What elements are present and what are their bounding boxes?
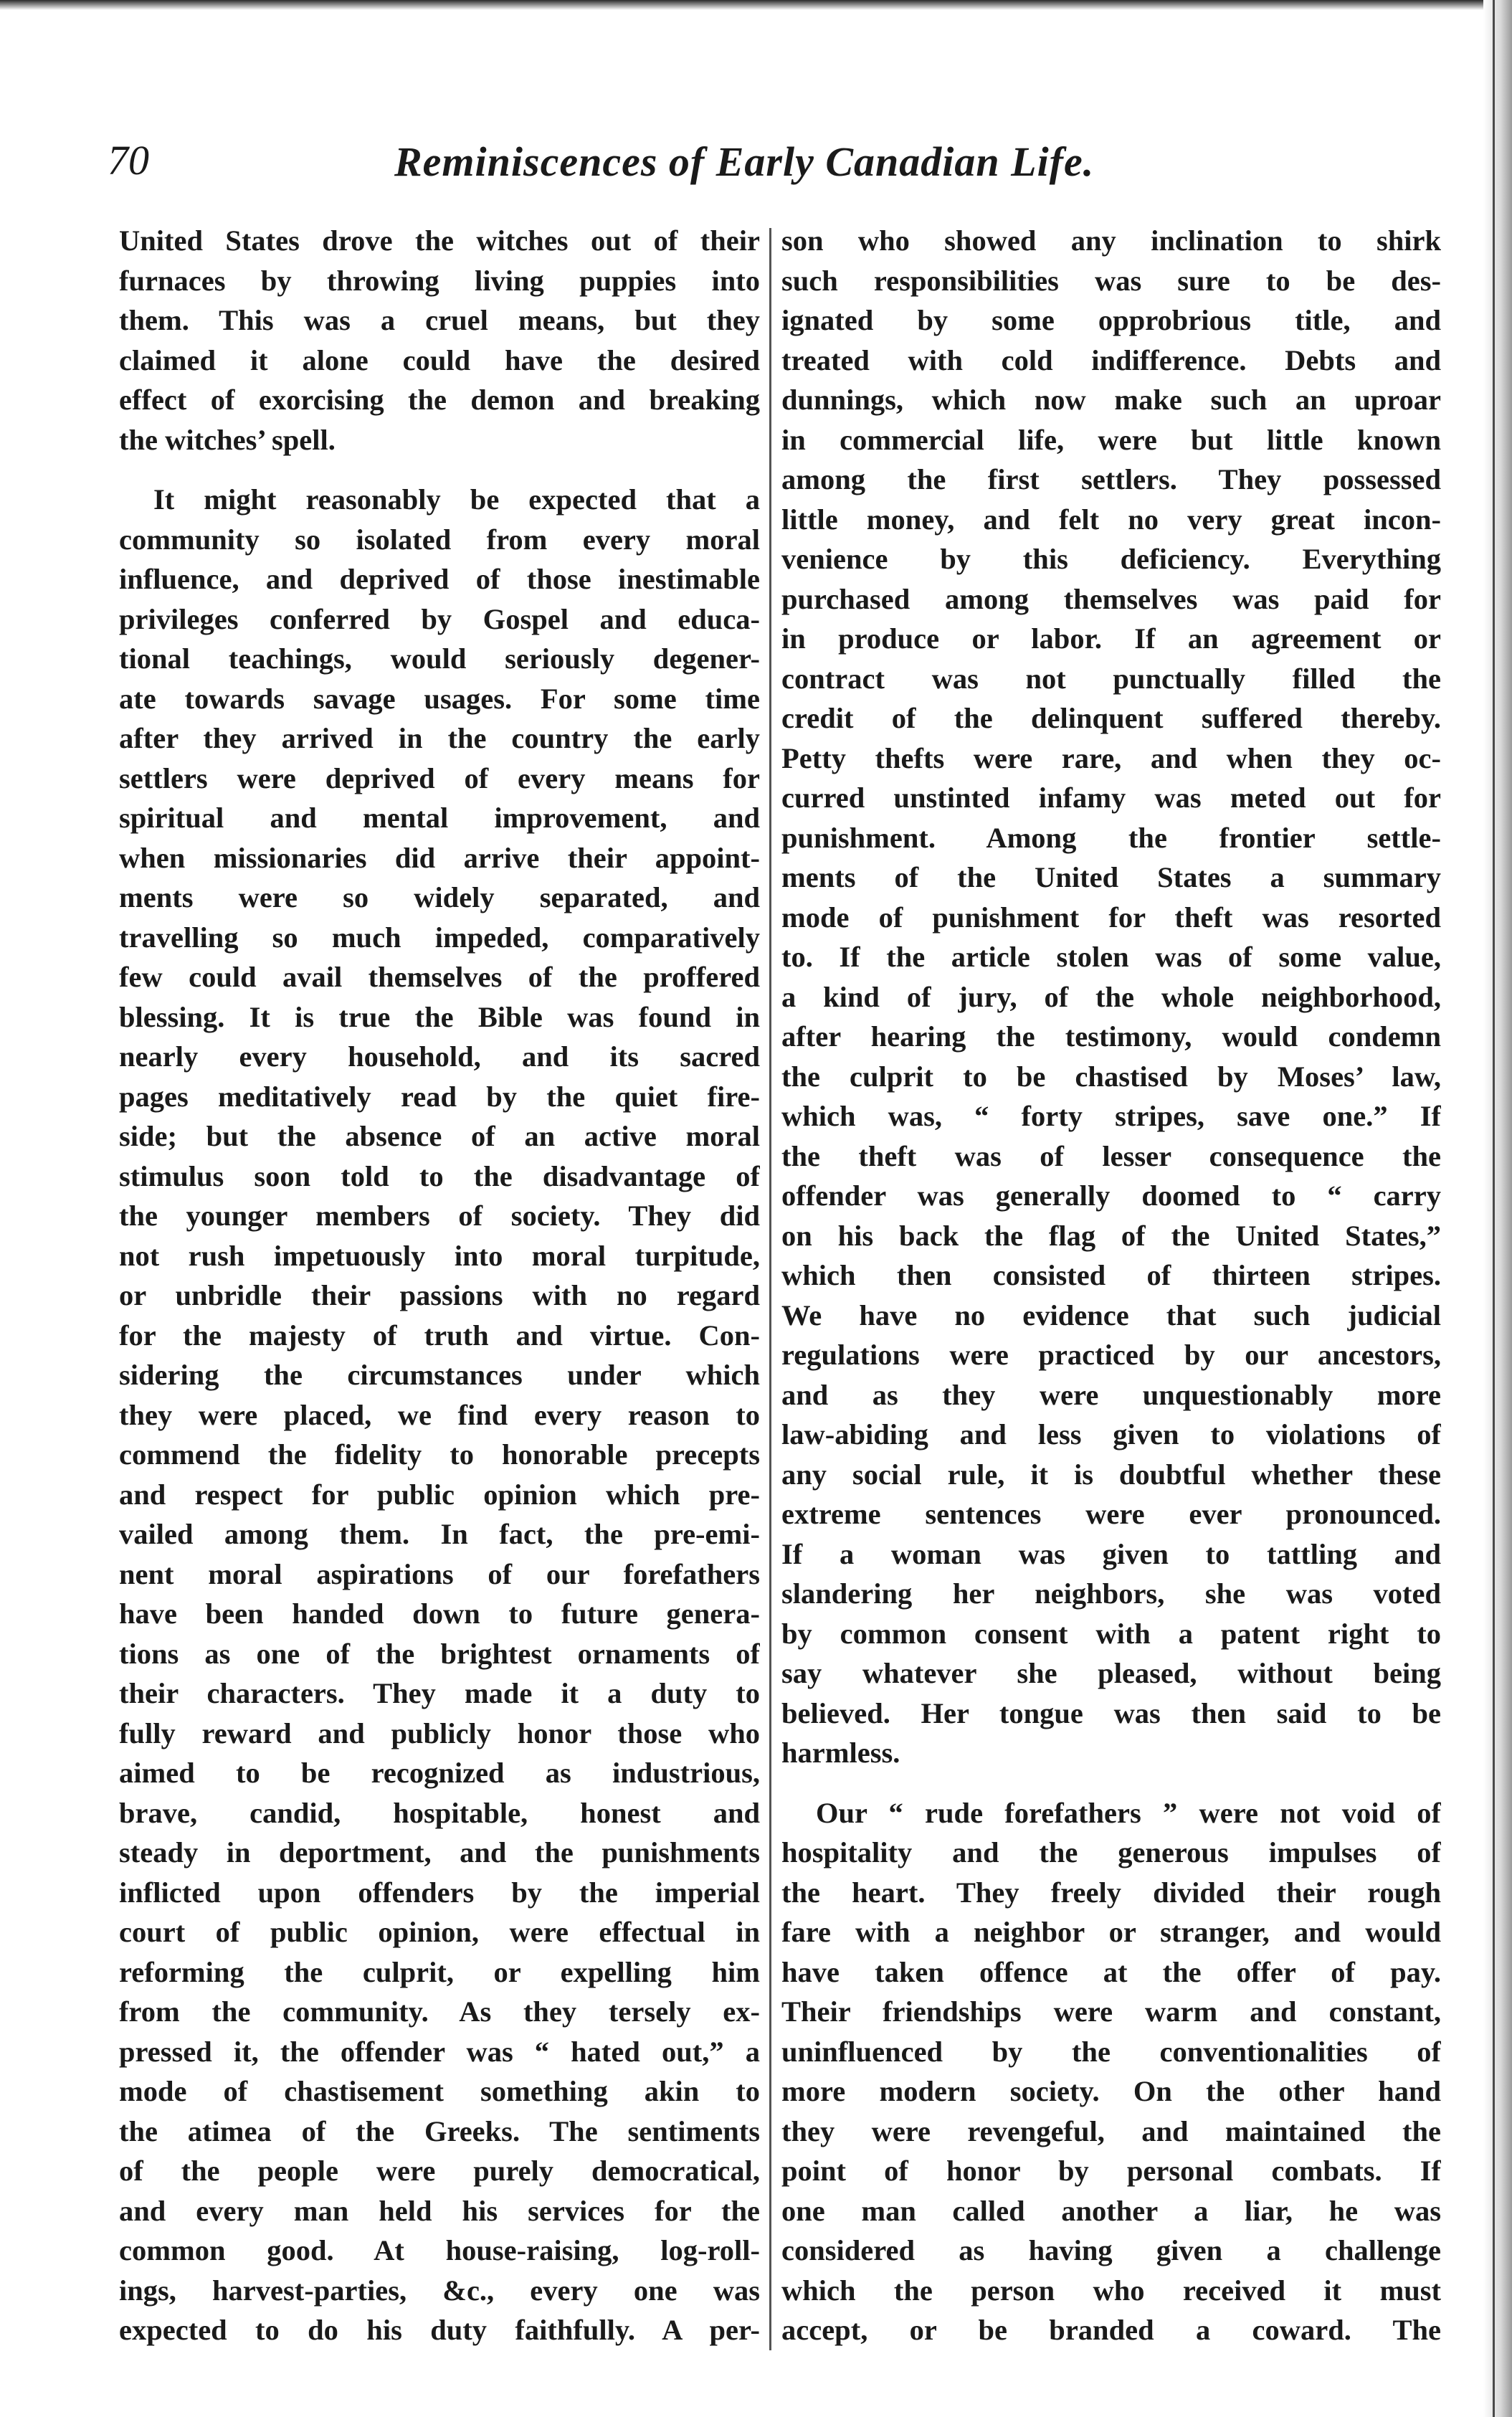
text-line: furnaces by throwing living puppies into	[119, 264, 760, 297]
text-line: any social rule, it is doubtful whether these	[781, 1458, 1441, 1491]
text-line: on his back the flag of the United States,”	[781, 1219, 1441, 1252]
text-line: steady in deportment, and the punishments	[119, 1836, 760, 1868]
text-line: little money, and felt no very great incon-	[781, 503, 1441, 536]
text-line: such responsibilities was sure to be des-	[781, 264, 1441, 297]
text-line: We have no evidence that such judicial	[781, 1298, 1441, 1331]
text-line: spiritual and mental improvement, and	[119, 802, 760, 834]
text-line: point of honor by personal combats. If	[781, 2155, 1441, 2187]
text-line: court of public opinion, were effectual in	[119, 1916, 760, 1948]
text-line: slandering her neighbors, she was voted	[781, 1577, 1441, 1610]
left-column	[119, 221, 760, 2350]
text-line: few could avail themselves of the proffered	[119, 961, 760, 993]
text-line: from the community. As they tersely ex-	[119, 1995, 760, 2028]
text-line: fully reward and publicly honor those who	[119, 1716, 760, 1749]
text-line: a kind of jury, of the whole neighborhood,	[781, 980, 1441, 1013]
text-line: effect of exorcising the demon and breaking	[119, 384, 760, 416]
text-line: they were placed, we find every reason to	[119, 1398, 760, 1431]
text-line: blessing. It is true the Bible was found in	[119, 1000, 760, 1033]
running-title: Reminiscences of Early Canadian Life.	[394, 138, 1095, 185]
text-line: It might reasonably be expected that a	[153, 483, 760, 516]
text-line: which the person who received it must	[781, 2274, 1441, 2307]
page-header	[108, 136, 1183, 201]
text-line: ignated by some opprobrious title, and	[781, 304, 1441, 336]
text-line: and respect for public opinion which pre-	[119, 1478, 760, 1511]
text-line: treated with cold indifference. Debts and	[781, 343, 1441, 376]
text-line: brave, candid, hospitable, honest and	[119, 1796, 760, 1829]
text-line: son who showed any inclination to shirk	[781, 224, 1441, 257]
text-line: inflicted upon offenders by the imperial	[119, 1876, 760, 1909]
text-line: their characters. They made it a duty to	[119, 1677, 760, 1709]
text-line: community so isolated from every moral	[119, 523, 760, 556]
text-line: nent moral aspirations of our forefathers	[119, 1557, 760, 1590]
scan-top-edge	[0, 0, 1512, 10]
text-line: ate towards savage usages. For some time	[119, 682, 760, 715]
text-line: the culprit to be chastised by Moses’ law,	[781, 1060, 1441, 1093]
text-line: common good. At house-raising, log-roll-	[119, 2234, 760, 2266]
text-line: among the first settlers. They possessed	[781, 463, 1441, 495]
text-line: the atimea of the Greeks. The sentiments	[119, 2114, 760, 2147]
text-line: regulations were practiced by our ancestors,	[781, 1339, 1441, 1371]
text-line: to. If the article stolen was of some value,	[781, 941, 1441, 973]
text-line: believed. Her tongue was then said to be	[781, 1696, 1441, 1729]
text-line: and as they were unquestionably more	[781, 1378, 1441, 1411]
text-line: nearly every household, and its sacred	[119, 1040, 760, 1073]
text-line: ments of the United States a summary	[781, 861, 1441, 893]
text-line: law-abiding and less given to violations of	[781, 1418, 1441, 1450]
text-line: considered as having given a challenge	[781, 2234, 1441, 2266]
text-line: and every man held his services for the	[119, 2194, 760, 2227]
text-line: settlers were deprived of every means for	[119, 761, 760, 794]
text-line: say whatever she pleased, without being	[781, 1657, 1441, 1689]
text-line: after hearing the testimony, would condemn	[781, 1020, 1441, 1053]
text-line: one man called another a liar, he was	[781, 2194, 1441, 2227]
text-line: curred unstinted infamy was meted out for	[781, 782, 1441, 814]
text-line: offender was generally doomed to “ carry	[781, 1179, 1441, 1212]
paragraph	[781, 1793, 1441, 2350]
text-line: expected to do his duty faithfully. A per-	[119, 2314, 760, 2346]
text-line: If a woman was given to tattling and	[781, 1537, 1441, 1570]
text-line: tions as one of the brightest ornaments of	[119, 1637, 760, 1670]
text-line: accept, or be branded a coward. The	[781, 2314, 1441, 2346]
text-line: the heart. They freely divided their rough	[781, 1876, 1441, 1909]
text-line: commend the fidelity to honorable precepts	[119, 1438, 760, 1471]
text-line: which was, “ forty stripes, save one.” If	[781, 1100, 1441, 1132]
text-line: hospitality and the generous impulses of	[781, 1836, 1441, 1868]
text-line: they were revengeful, and maintained the	[781, 2114, 1441, 2147]
scan-right-edge	[1483, 0, 1512, 2417]
text-line: ments were so widely separated, and	[119, 881, 760, 913]
text-line: which then consisted of thirteen stripes.	[781, 1259, 1441, 1291]
text-line: have taken offence at the offer of pay.	[781, 1955, 1441, 1988]
text-line: of the people were purely democratical,	[119, 2155, 760, 2187]
text-line: uninfluenced by the conventionalities of	[781, 2035, 1441, 2068]
text-line: Their friendships were warm and constant,	[781, 1995, 1441, 2028]
text-line: fare with a neighbor or stranger, and would	[781, 1916, 1441, 1948]
text-line: after they arrived in the country the early	[119, 722, 760, 754]
text-line: sidering the circumstances under which	[119, 1359, 760, 1391]
scan-binding-line	[1493, 0, 1495, 2417]
text-line: the younger members of society. They did	[119, 1200, 760, 1232]
text-line: reforming the culprit, or expelling him	[119, 1955, 760, 1988]
text-line: influence, and deprived of those inestimable	[119, 563, 760, 595]
text-line: when missionaries did arrive their appoint-	[119, 841, 760, 874]
text-line: or unbridle their passions with no regard	[119, 1279, 760, 1311]
text-line: harmless.	[781, 1737, 900, 1769]
text-line: more modern society. On the other hand	[781, 2075, 1441, 2107]
column-divider	[769, 228, 771, 2350]
text-line: purchased among themselves was paid for	[781, 582, 1441, 615]
text-line: credit of the delinquent suffered thereby.	[781, 702, 1441, 734]
text-line: not rush impetuously into moral turpitude,	[119, 1239, 760, 1272]
text-line: aimed to be recognized as industrious,	[119, 1757, 760, 1789]
right-column	[781, 221, 1441, 2350]
text-line: mode of punishment for theft was resorted	[781, 901, 1441, 934]
text-line: contract was not punctually filled the	[781, 662, 1441, 695]
text-line: privileges conferred by Gospel and educa-	[119, 602, 760, 635]
text-line: by common consent with a patent right to	[781, 1617, 1441, 1650]
text-line: punishment. Among the frontier settle-	[781, 821, 1441, 854]
text-line: pages meditatively read by the quiet fire-	[119, 1080, 760, 1113]
text-line: stimulus soon told to the disadvantage of	[119, 1159, 760, 1192]
text-line: venience by this deficiency. Everything	[781, 543, 1441, 575]
text-line: have been handed down to future genera-	[119, 1597, 760, 1630]
text-line: claimed it alone could have the desired	[119, 343, 760, 376]
text-line: extreme sentences were ever pronounced.	[781, 1498, 1441, 1530]
text-line: ings, harvest-parties, &c., every one was	[119, 2274, 760, 2307]
page-number: 70	[108, 137, 149, 184]
text-line: Petty thefts were rare, and when they oc-	[781, 741, 1441, 774]
text-line: tional teachings, would seriously degener-	[119, 642, 760, 675]
text-line: pressed it, the offender was “ hated out,” a	[119, 2035, 760, 2068]
text-line: mode of chastisement something akin to	[119, 2075, 760, 2107]
text-line: in commercial life, were but little known	[781, 423, 1441, 456]
text-line: dunnings, which now make such an uproar	[781, 384, 1441, 416]
text-line: in produce or labor. If an agreement or	[781, 622, 1441, 655]
text-line: side; but the absence of an active moral	[119, 1120, 760, 1152]
text-line: Our “ rude forefathers ” were not void of	[816, 1796, 1441, 1829]
text-line: for the majesty of truth and virtue. Con-	[119, 1319, 760, 1352]
text-line: vailed among them. In fact, the pre-emi-	[119, 1518, 760, 1550]
text-line: the theft was of lesser consequence the	[781, 1139, 1441, 1172]
paragraph	[119, 221, 760, 460]
text-line: travelling so much impeded, comparatively	[119, 921, 760, 954]
paragraph	[781, 221, 1441, 1773]
text-line: them. This was a cruel means, but they	[119, 304, 760, 336]
text-line: United States drove the witches out of their	[119, 224, 760, 257]
text-line: the witches’ spell.	[119, 423, 336, 456]
paragraph	[119, 480, 760, 2350]
